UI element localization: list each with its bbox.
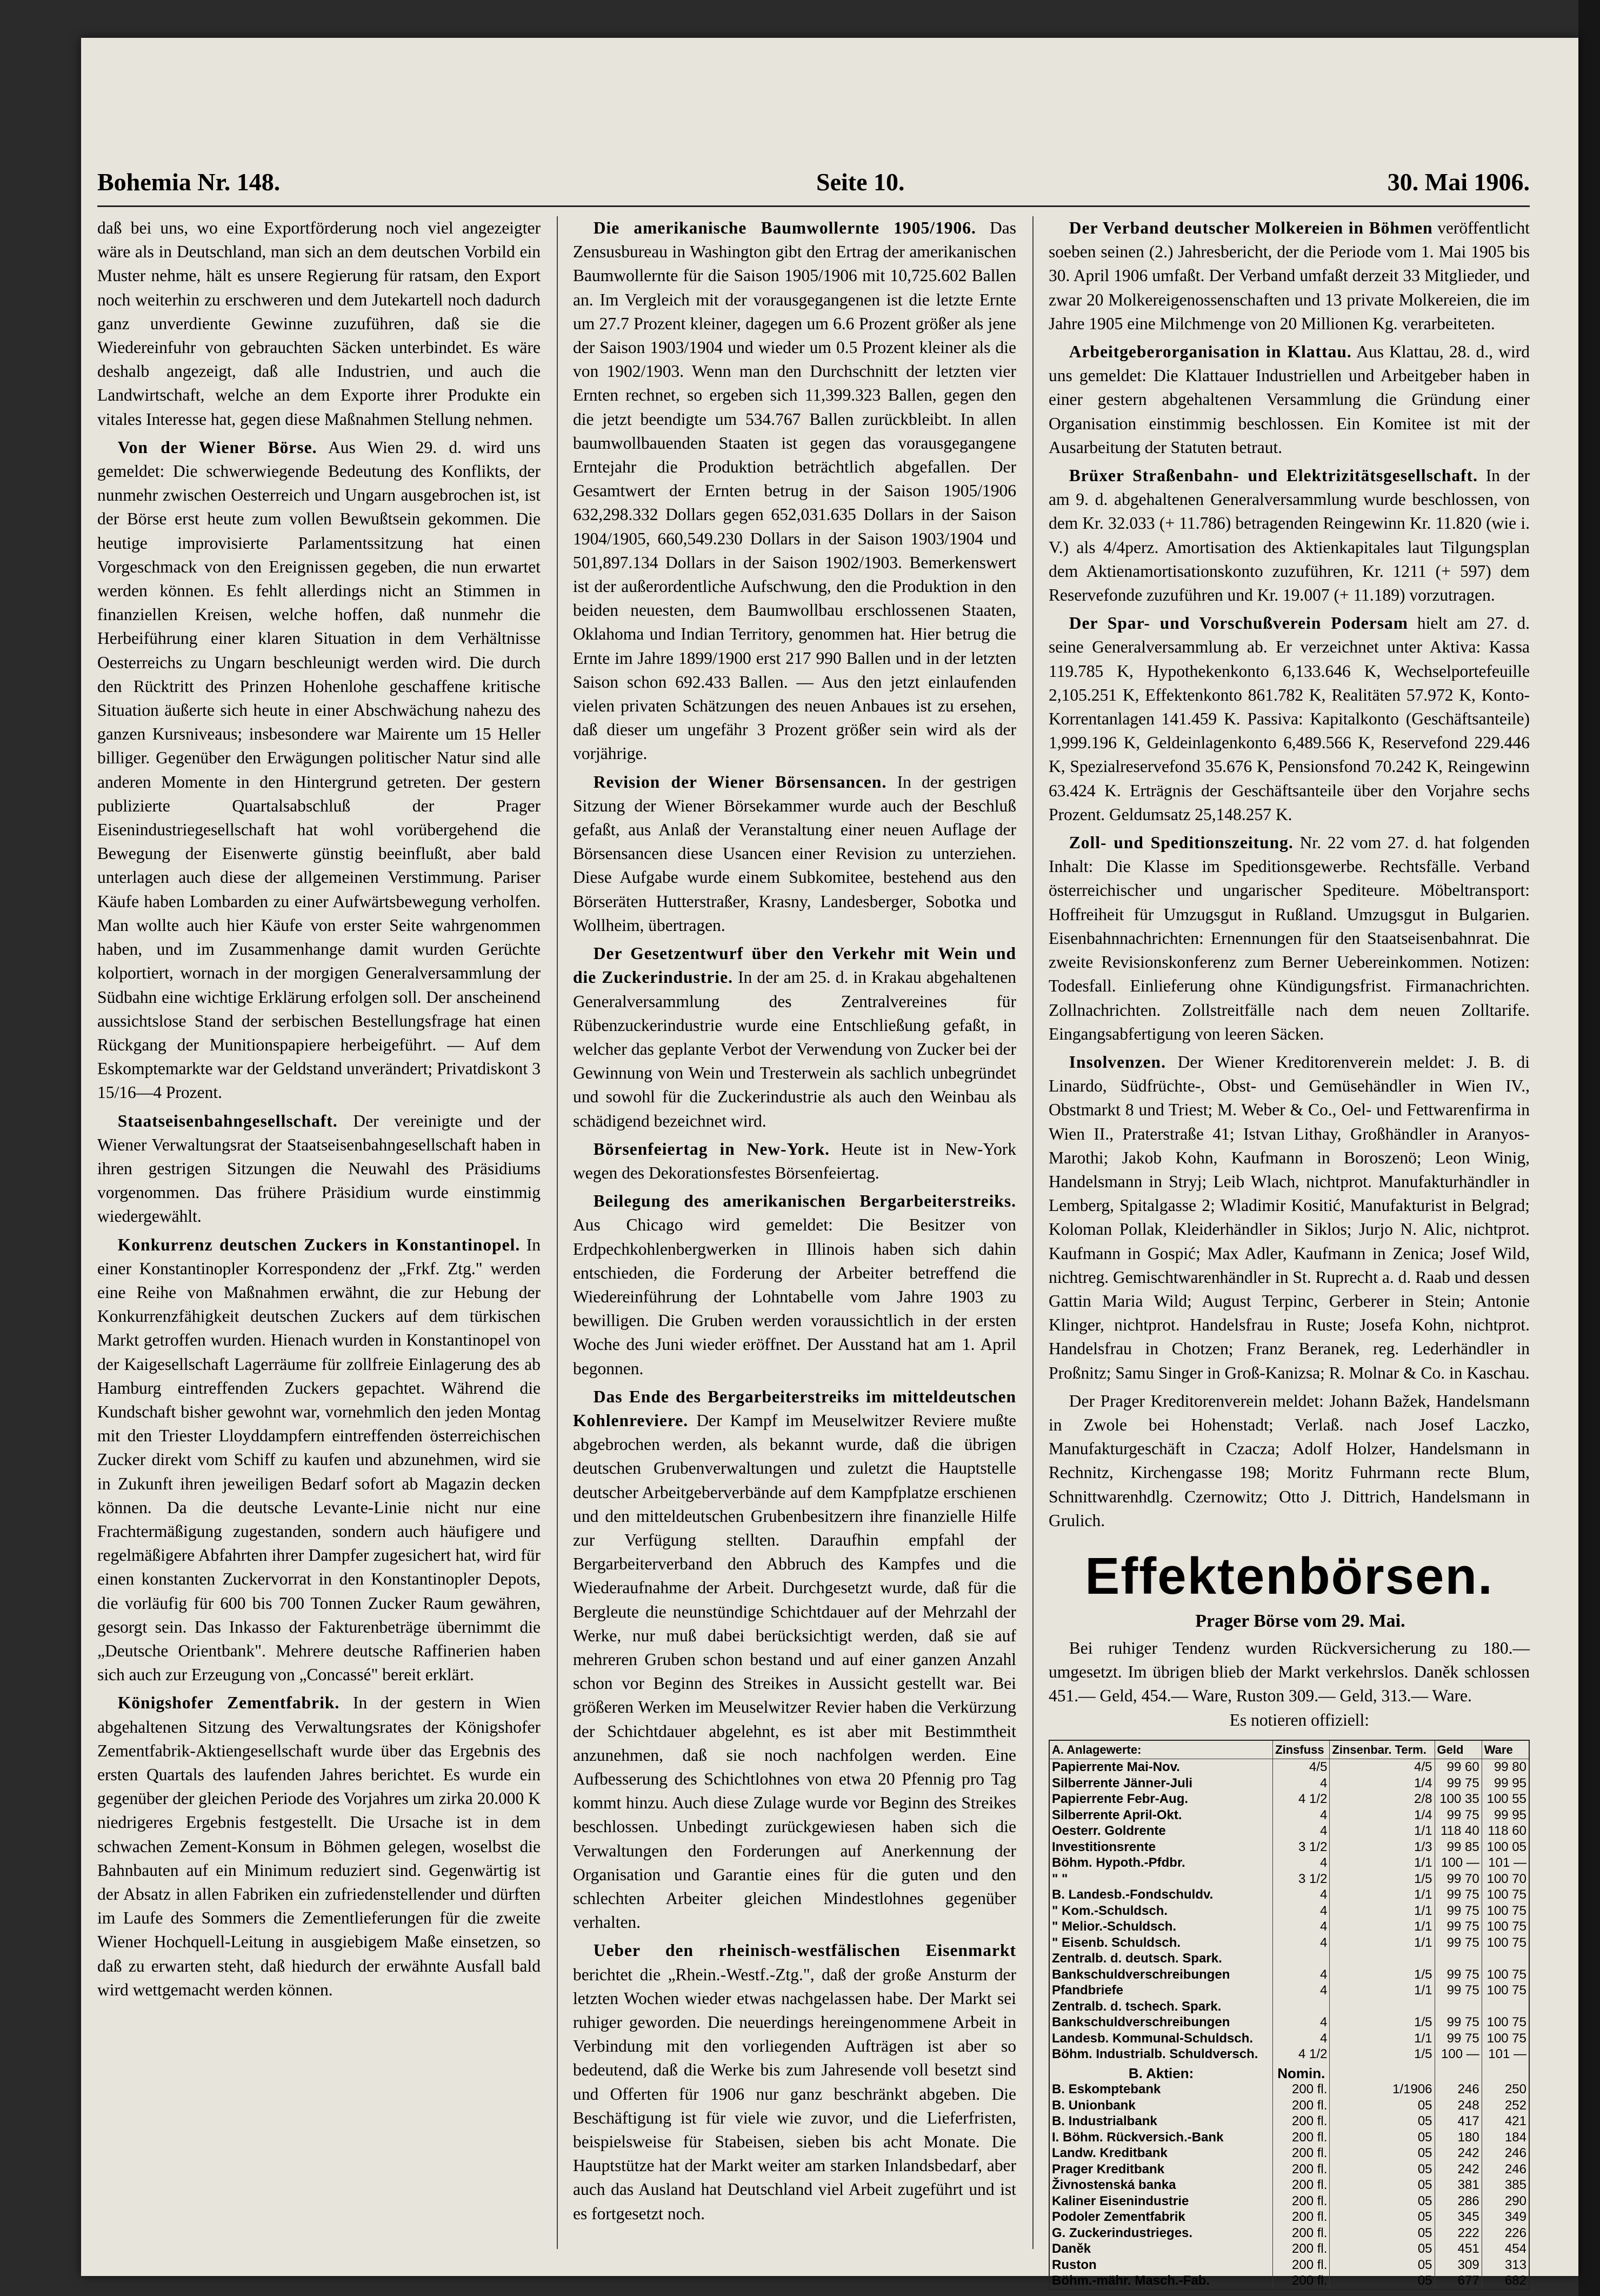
table-cell: Investitionsrente bbox=[1049, 1839, 1273, 1855]
table-cell: 200 fl. bbox=[1273, 2113, 1330, 2129]
article-text: Das Zensusbureau in Washington gibt den Ertrag der amerikanischen Baumwollernte für die Saison 1905/1906 mit 10,725.602 Ballen an. Im Vergleich mit der vorausgegangenen ist die letzte Ernte um 27.7 Prozent kleiner, dagegen um 6.6 Prozent größer als jene der Saison 1903/1904 und wieder um 0.5 Prozent kleiner als die von 1902/1903. Wenn man den Durchschnitt der letzten vier Ernten rechnet, so ergeben sich 11,399.323 Ballen, gegen den die jetzt beendigte um 534.767 Ballen zurückbleibt. In allen baumwollbauenden Staaten ist gegen das vorausgegangene Erntejahr die Produktion beträchtlich abgefallen. Der Gesamtwert der Ernten betrug in der Saison 1905/1906 632,298.332 Dollars gegen 652,031.635 Dollars in der Saison 1904/1905, 660,549.230 Dollars in der Saison 1903/1904 und 501,897.134 Dollars in der Saison 1902/1903. Bemerkenswert ist der außerordentliche Aufschwung, den die Produktion in den beiden neuesten, dem Baumwollbau erschlossenen Staaten, Oklahoma und Indian Territory, genommen hat. Hier betrug die Ernte im Jahre 1899/1900 erst 217 990 Ballen und in der letzten Saison schon 692.433 Ballen. — Aus den jetzt einlaufenden vielen privaten Schätzungen des neuen Anbaues ist zu ersehen, daß dieser um ungefähr 3 Prozent größer sein wird als der vorjährige. bbox=[573, 218, 1016, 763]
table-cell: 4 bbox=[1273, 1823, 1330, 1839]
table-cell: 99 75 bbox=[1435, 1807, 1482, 1824]
table-cell: Podoler Zementfabrik bbox=[1049, 2209, 1273, 2225]
table-cell: B. Landesb.-Fondschuldv. bbox=[1049, 1887, 1273, 1903]
table-cell: 286 bbox=[1435, 2193, 1482, 2210]
table-cell: 1/4 bbox=[1330, 1807, 1435, 1824]
table-cell: 421 bbox=[1482, 2113, 1529, 2129]
table-cell: 100 — bbox=[1435, 1855, 1482, 1871]
table-cell: 242 bbox=[1435, 2145, 1482, 2161]
table-cell: 4/5 bbox=[1330, 1759, 1435, 1775]
table-cell: Böhm. Industrialb. Schuldversch. bbox=[1049, 2046, 1273, 2062]
newspaper-issue: Bohemia Nr. 148. bbox=[97, 168, 281, 196]
table-cell: 05 bbox=[1330, 2209, 1435, 2225]
table-row bbox=[1049, 2081, 1529, 2098]
table-cell bbox=[1330, 1999, 1435, 2015]
table-cell: 349 bbox=[1482, 2209, 1529, 2225]
article-paragraph bbox=[573, 770, 1016, 937]
table-cell: 100 75 bbox=[1482, 2014, 1529, 2031]
table-cell: 1/3 bbox=[1330, 1839, 1435, 1855]
article-paragraph bbox=[573, 1385, 1016, 1935]
table-row bbox=[1049, 1839, 1529, 1855]
table-cell: 1/4 bbox=[1330, 1775, 1435, 1792]
table-cell: 99 60 bbox=[1435, 1759, 1482, 1775]
table-cell: 05 bbox=[1330, 2177, 1435, 2193]
article-paragraph bbox=[1049, 464, 1530, 607]
table-cell: 345 bbox=[1435, 2209, 1482, 2225]
article-paragraph bbox=[573, 216, 1016, 766]
rates-table bbox=[1049, 1740, 1530, 2290]
table-row bbox=[1049, 1855, 1529, 1871]
column-3-articles bbox=[1049, 216, 1530, 1533]
article-paragraph bbox=[97, 436, 541, 1105]
table-row bbox=[1049, 1919, 1529, 1935]
table-cell: G. Zuckerindustrieges. bbox=[1049, 2225, 1273, 2241]
table-cell: 100 05 bbox=[1482, 1839, 1529, 1855]
table-cell: 246 bbox=[1435, 2081, 1482, 2098]
article-headline: Ueber den rheinisch-westfälischen Eisenmarkt bbox=[593, 1941, 1016, 1960]
table-row bbox=[1049, 1823, 1529, 1839]
table-cell: Živnostenská banka bbox=[1049, 2177, 1273, 2193]
table-cell: 180 bbox=[1435, 2129, 1482, 2146]
table-cell: Pfandbriefe bbox=[1049, 1982, 1273, 1999]
table-cell: 99 80 bbox=[1482, 1759, 1529, 1775]
table-cell: 99 70 bbox=[1435, 1871, 1482, 1887]
table-row bbox=[1049, 2273, 1529, 2290]
article-headline: Zoll- und Speditionszeitung. bbox=[1069, 833, 1294, 853]
table-cell: 250 bbox=[1482, 2081, 1529, 2098]
table-cell: 100 75 bbox=[1482, 1903, 1529, 1919]
col-head-ware: Ware bbox=[1482, 1740, 1529, 1759]
article-headline: Königshofer Zementfabrik. bbox=[117, 1693, 340, 1713]
table-cell: B. Unionbank bbox=[1049, 2098, 1273, 2114]
article-paragraph bbox=[573, 942, 1016, 1133]
scan-dark-edge bbox=[1578, 0, 1600, 2296]
table-cell: 242 bbox=[1435, 2161, 1482, 2178]
table-cell: 1/1 bbox=[1330, 1935, 1435, 1951]
table-cell: 677 bbox=[1435, 2273, 1482, 2290]
table-cell: 4 bbox=[1273, 1919, 1330, 1935]
article-headline: Insolvenzen. bbox=[1069, 1052, 1166, 1072]
article-paragraph bbox=[1049, 340, 1530, 460]
table-row bbox=[1049, 1887, 1529, 1903]
table-cell: Bankschuldverschreibungen bbox=[1049, 2014, 1273, 2031]
table-cell: 1/1 bbox=[1330, 1903, 1435, 1919]
article-headline: Börsenfeiertag in New-York. bbox=[593, 1139, 830, 1159]
table-cell: 1/1 bbox=[1330, 1919, 1435, 1935]
table-row bbox=[1049, 2046, 1529, 2062]
table-cell: 99 75 bbox=[1435, 1903, 1482, 1919]
table-cell: 100 75 bbox=[1482, 1967, 1529, 1983]
table-cell: 4 1/2 bbox=[1273, 1791, 1330, 1807]
table-cell: 1/5 bbox=[1330, 2014, 1435, 2031]
table-cell: 99 75 bbox=[1435, 1919, 1482, 1935]
table-row bbox=[1049, 1871, 1529, 1887]
table-cell: 99 75 bbox=[1435, 1967, 1482, 1983]
table-cell: 99 75 bbox=[1435, 2014, 1482, 2031]
table-cell: 3 1/2 bbox=[1273, 1839, 1330, 1855]
table-row bbox=[1049, 2145, 1529, 2161]
table-row bbox=[1049, 2014, 1529, 2031]
table-cell bbox=[1273, 1951, 1330, 1967]
table-row bbox=[1049, 1935, 1529, 1951]
table-cell bbox=[1435, 1951, 1482, 1967]
table-cell: 100 75 bbox=[1482, 1982, 1529, 1999]
article-text: Der Kampf im Meuselwitzer Reviere mußte abgebrochen werden, als bekannt wurde, daß die übrigen deutschen Grubenverwaltungen und zuletzt die Hauptstelle deutscher Arbeitgeberverbände auf dem Kampfplatze erschienen und den mitteldeutschen Grubenbesitzern ihre finanzielle Hilfe zur Verfügung stellten. Daraufhin empfahl der Bergarbeiterverband den Abbruch des Kampfes und die Wiederaufnahme der Arbeit. Durchgesetzt wurde, daß für die Bergleute die neunstündige Schichtdauer auf der Mehrzahl der Werke, nur muß dabei berücksichtigt werden, daß sie auf mehreren Gruben schon bestand und auf einer ganzen Anzahl schon vor Beginn des Streikes in Aussicht gestellt war. Bei größeren Werken im Meuselwitzer Revier haben die Verkürzung der Schichtdauer abgelehnt, es ist aber mit Bestimmtheit anzunehmen, daß sie noch nachfolgen werden. Eine Aufbesserung des Schichtlohnes von etwa 20 Pfennig pro Tag kommt hinzu. Auch diese Zulage wurde vor Beginn des Streikes beschlossen. Unbedingt zurückgewiesen haben sich die Verwaltungen den Forderungen auf Anerkennung der Organisation und Garantie eines für die guten und den schlechten Arbeiter gleichen Mindestlohnes gegenüber verhalten. bbox=[573, 1410, 1017, 1932]
table-row bbox=[1049, 1807, 1529, 1824]
table-cell: 05 bbox=[1330, 2113, 1435, 2129]
article-headline: Der Gesetzentwurf über den Verkehr mit Wein und die Zuckerindustrie. bbox=[573, 944, 1016, 987]
article-paragraph bbox=[97, 1691, 541, 2002]
table-cell: 1/1 bbox=[1330, 1823, 1435, 1839]
table-cell: 101 — bbox=[1482, 2046, 1529, 2062]
table-cell: 309 bbox=[1435, 2257, 1482, 2273]
article-paragraph bbox=[1049, 216, 1530, 336]
table-cell: 313 bbox=[1482, 2257, 1529, 2273]
table-row bbox=[1049, 2161, 1529, 2178]
table-cell: 05 bbox=[1330, 2273, 1435, 2290]
column-rule bbox=[1032, 216, 1034, 2249]
table-cell: 252 bbox=[1482, 2098, 1529, 2114]
table-row bbox=[1049, 1759, 1529, 1775]
article-paragraph bbox=[97, 216, 541, 431]
table-cell: 05 bbox=[1330, 2241, 1435, 2257]
table-cell: 4 bbox=[1273, 1887, 1330, 1903]
table-cell: 100 75 bbox=[1482, 1919, 1529, 1935]
exchange-report: Bei ruhiger Tendenz wurden Rückversicherung zu 180.— umgesetzt. Im übrigen blieb der Markt verkehrslos. Daněk schlossen 451.— Geld, 454.— Ware, Ruston 309.— Geld, 313.— Ware. bbox=[1049, 1638, 1530, 1706]
table-cell: Prager Kreditbank bbox=[1049, 2161, 1273, 2178]
table-cell: 100 75 bbox=[1482, 2031, 1529, 2047]
table-cell: Böhm. Hypoth.-Pfdbr. bbox=[1049, 1855, 1273, 1871]
article-paragraph bbox=[573, 1189, 1016, 1381]
table-row bbox=[1049, 1982, 1529, 1999]
article-text: Aus Wien 29. d. wird uns gemeldet: Die schwerwiegende Bedeutung des Konflikts, der nunmehr zwischen Oesterreich und Ungarn ausgebrochen ist, ist der Börse erst heute zum vollen Bewußtsein gekommen. Die heutige improvisierte Parlamentssitzung hat einen Vorgeschmack von den Ereignissen gegeben, die nun erwartet werden können. Es fehlt allerdings nicht an Stimmen in finanziellen Kreisen, welche hoffen, daß nunmehr die Herbeiführung einer klaren Situation in dem Verhältnisse Oesterreichs zu Ungarn beschleunigt werden wird. Die durch den Rücktritt des Prinzen Hohenlohe geschaffene kritische Situation äußerte sich heute in einer Abschwächung nahezu des ganzen Kursniveaus; insbesondere war Mairente um 15 Heller billiger. Gegenüber den Erwägungen politischer Natur sind alle anderen Momente in den Hintergrund getreten. Der gestern publizierte Quartalsabschluß der Prager Eisenindustriegesellschaft hat wohl vorübergehend die Bewegung der Eisenwerte günstig beeinflußt, aber bald unterlagen auch diese der allgemeinen Verstimmung. Pariser Käufe haben Lombarden zu einer Aufwärtsbewegung verholfen. Man wollte auch hier Käufe von erster Seite wahrgenommen haben, und im Zusammenhange damit wurden Gerüchte kolportiert, wornach in der morgigen Generalversammlung der Südbahn eine wichtige Erklärung erfolgen soll. Der anscheinend aussichtslose Stand der serbischen Bestellungsfrage hat einen Rückgang der Munitionspapiere herbeigeführt. — Auf dem Eskomptemarkte war der Geldstand unverändert; Privatdiskont 3 15/16—4 Prozent. bbox=[97, 437, 541, 1102]
table-row bbox=[1049, 2129, 1529, 2146]
table-cell: 05 bbox=[1330, 2161, 1435, 2178]
article-headline: Arbeitgeberorganisation in Klattau. bbox=[1069, 342, 1352, 362]
article-paragraph bbox=[1049, 1389, 1530, 1533]
table-cell bbox=[1435, 1999, 1482, 2015]
column-1 bbox=[97, 216, 541, 2249]
table-cell: 4 bbox=[1273, 2031, 1330, 2047]
table-cell: 05 bbox=[1330, 2145, 1435, 2161]
table-row bbox=[1049, 2257, 1529, 2273]
table-row bbox=[1049, 1967, 1529, 1983]
table-cell: 200 fl. bbox=[1273, 2225, 1330, 2241]
table-cell: 2/8 bbox=[1330, 1791, 1435, 1807]
table-cell: Papierrente Febr-Aug. bbox=[1049, 1791, 1273, 1807]
table-cell: " Kom.-Schuldsch. bbox=[1049, 1903, 1273, 1919]
table-row bbox=[1049, 1903, 1529, 1919]
table-cell: 118 40 bbox=[1435, 1823, 1482, 1839]
table-cell: 200 fl. bbox=[1273, 2098, 1330, 2114]
table-cell: Daněk bbox=[1049, 2241, 1273, 2257]
table-cell: 1/1906 bbox=[1330, 2081, 1435, 2098]
article-paragraph bbox=[1049, 611, 1530, 827]
article-headline: Von der Wiener Börse. bbox=[117, 437, 317, 457]
table-cell: 200 fl. bbox=[1273, 2161, 1330, 2178]
table-row bbox=[1049, 2177, 1529, 2193]
table-cell: 1/5 bbox=[1330, 1871, 1435, 1887]
table-cell: 184 bbox=[1482, 2129, 1529, 2146]
article-text: Heute ist in New-York wegen des Dekorationsfestes Börsenfeiertag. bbox=[573, 1139, 1017, 1182]
page-header bbox=[97, 162, 1530, 207]
table-row bbox=[1049, 2031, 1529, 2047]
table-cell: 05 bbox=[1330, 2257, 1435, 2273]
table-cell: 3 1/2 bbox=[1273, 1871, 1330, 1887]
table-cell: 200 fl. bbox=[1273, 2241, 1330, 2257]
table-cell: 1/1 bbox=[1330, 2031, 1435, 2047]
table-cell: 682 bbox=[1482, 2273, 1529, 2290]
article-headline: Beilegung des amerikanischen Bergarbeiterstreiks. bbox=[593, 1192, 1016, 1211]
article-text: daß bei uns, wo eine Exportförderung noch viel angezeigter wäre als in Deutschland, man sich an dem deutschen Vorbild ein Muster nehme, hält es unsere Regierung für ratsam, den Export noch weiterhin zu erschweren und dem Jutekartell noch dadurch ganz unverdiente Gewinne zuzuführen, daß sie die Wiedereinfuhr von gebrauchten Säcken unterbindet. Es wäre deshalb angezeigt, daß alle Industrien, und auch die Landwirtschaft, welche an dem Exporte ihrer Produkte ein vitales Interesse hat, gegen diese Maßnahmen Stellung nehmen. bbox=[97, 218, 541, 429]
section-b-nomin: Nomin. bbox=[1273, 2062, 1330, 2082]
table-cell: Ruston bbox=[1049, 2257, 1273, 2273]
table-cell: 100 35 bbox=[1435, 1791, 1482, 1807]
article-headline: Der Spar- und Vorschußverein Podersam bbox=[1069, 614, 1409, 633]
table-cell: I. Böhm. Rückversich.-Bank bbox=[1049, 2129, 1273, 2146]
table-cell: 200 fl. bbox=[1273, 2273, 1330, 2290]
table-cell: B. Eskomptebank bbox=[1049, 2081, 1273, 2098]
article-text: Aus Chicago wird gemeldet: Die Besitzer von Erdpechkohlenbergwerken in Illinois haben sich dahin entschieden, die Forderung der Arbeiter betreffend die Wiedereinführung der Lohntabelle vom Jahre 1903 zu bewilligen. Die Gruben werden voraussichtlich in der ersten Woche des Juni wieder eröffnet. Der Ausstand hat am 1. April begonnen. bbox=[573, 1215, 1016, 1378]
table-cell: 200 fl. bbox=[1273, 2145, 1330, 2161]
article-paragraph bbox=[573, 1939, 1016, 2225]
table-cell: 385 bbox=[1482, 2177, 1529, 2193]
table-cell: 05 bbox=[1330, 2225, 1435, 2241]
table-cell: Böhm.-mähr. Masch.-Fab. bbox=[1049, 2273, 1273, 2290]
table-cell: Landesb. Kommunal-Schuldsch. bbox=[1049, 2031, 1273, 2047]
article-paragraph bbox=[97, 1233, 541, 1687]
article-text: Der Wiener Kreditorenverein meldet: J. B. di Linardo, Südfrüchte-, Obst- und Gemüsehändler in Wien IV., Obstmarkt 8 und Triest; M. Weber & Co., Oel- und Fettwarenfirma in Wien II., Praterstraße 41; Istvan Lithay, Großhändler in Aranyos-Marothi; Jakob Kohn, Kaufmann in Boroszenö; Leon Winig, Handelsmann in Stryj; Leib Wlach, nichtprot. Manufakturhändler in Lemberg, Spitalgasse 2; Wladimir Kositić, Manufakturist in Belgrad; Koloman Pollak, Kleiderhändler in Siklos; Jurjo N. Alic, nichtprot. Kaufmann in Gospić; Max Adler, Kaufmann in Zenica; Josef Wild, nichtreg. Gemischtwarenhändler in St. Ruprecht a. d. Raab und dessen Gattin Maria Wild; August Terpinc, Gerberer in Stein; Antonie Klinger, nichtprot. Handelsfrau in Ruste; Josefa Kohn, nichtprot. Handelsfrau in Chotzen; Franz Beranek, reg. Lederhändler in Proßnitz; Samu Singer in Groß-Kanizsa; R. Molnar & Co. in Kaschau. bbox=[1049, 1052, 1530, 1382]
market-section bbox=[1049, 1547, 1530, 2290]
table-cell: Zentralb. d. deutsch. Spark. bbox=[1049, 1951, 1273, 1967]
table-row bbox=[1049, 2209, 1529, 2225]
table-cell: Landw. Kreditbank bbox=[1049, 2145, 1273, 2161]
table-cell: Oesterr. Goldrente bbox=[1049, 1823, 1273, 1839]
column-3 bbox=[1049, 216, 1530, 2288]
table-cell: 290 bbox=[1482, 2193, 1529, 2210]
table-row bbox=[1049, 1951, 1529, 1967]
section-b-title: B. Aktien: bbox=[1049, 2062, 1273, 2082]
table-cell bbox=[1330, 1951, 1435, 1967]
table-cell: 99 85 bbox=[1435, 1839, 1482, 1855]
table-cell: 4 bbox=[1273, 1935, 1330, 1951]
col-head-geld: Geld bbox=[1435, 1740, 1482, 1759]
table-cell: 200 fl. bbox=[1273, 2129, 1330, 2146]
table-cell: 246 bbox=[1482, 2145, 1529, 2161]
table-cell: 200 fl. bbox=[1273, 2257, 1330, 2273]
table-cell: 99 75 bbox=[1435, 1775, 1482, 1792]
table-cell: 100 55 bbox=[1482, 1791, 1529, 1807]
table-cell: " Melior.-Schuldsch. bbox=[1049, 1919, 1273, 1935]
table-cell: 100 — bbox=[1435, 2046, 1482, 2062]
article-text: veröffentlicht soeben seinen (2.) Jahresbericht, der die Periode vom 1. Mai 1905 bis 30. April 1906 umfaßt. Der Verband umfaßt derzeit 33 Mitglieder, und zwar 20 Molkereigenossenschaften und 13 private Molkereien, die im Jahre 1905 eine Milchmenge von 20 Millionen Kg. verarbeiteten. bbox=[1049, 218, 1530, 333]
table-cell: 99 75 bbox=[1435, 1982, 1482, 1999]
table-cell: 1/5 bbox=[1330, 2046, 1435, 2062]
table-cell: 100 75 bbox=[1482, 1887, 1529, 1903]
section-title: Effektenbörsen. bbox=[1085, 1547, 1494, 1605]
table-cell: " " bbox=[1049, 1871, 1273, 1887]
table-cell: 200 fl. bbox=[1273, 2193, 1330, 2210]
table-cell: 99 95 bbox=[1482, 1775, 1529, 1792]
article-paragraph bbox=[1049, 831, 1530, 1046]
table-cell: 4/5 bbox=[1273, 1759, 1330, 1775]
article-headline: Der Verband deutscher Molkereien in Böhmen bbox=[1069, 218, 1433, 237]
table-cell: 05 bbox=[1330, 2193, 1435, 2210]
table-cell: 451 bbox=[1435, 2241, 1482, 2257]
column-rule bbox=[557, 216, 558, 2249]
article-headline: Brüxer Straßenbahn- und Elektrizitätsgesellschaft. bbox=[1069, 466, 1478, 485]
table-cell: 4 bbox=[1273, 1807, 1330, 1824]
col-head-name: A. Anlagewerte: bbox=[1049, 1740, 1273, 1759]
article-text: Nr. 22 vom 27. d. hat folgenden Inhalt: Die Klasse im Speditionsgewerbe. Rechtsfälle. Verband österreichischer und ungarischer Spediteure. Möbeltransport: Hoffreiheit für Umzugsgut in Rußland. Umzugsgut in Bulgarien. Eisenbahnnachrichten: Ernennungen für den Staatseisenbahnrat. Die zweite Revisionskonferenz zum Berner Uebereinkommen. Notizen: Todesfall. Einlieferung ohne Kündigungsfrist. Firmanachrichten. Zollnachrichten. Zollstreitfälle nach dem neuen Zolltarife. Eingangsabfertigung von leeren Säcken. bbox=[1049, 833, 1530, 1043]
table-cell: 4 bbox=[1273, 1967, 1330, 1983]
table-cell: 4 1/2 bbox=[1273, 2046, 1330, 2062]
table-cell: B. Industrialbank bbox=[1049, 2113, 1273, 2129]
table-cell: 05 bbox=[1330, 2129, 1435, 2146]
table-cell: 381 bbox=[1435, 2177, 1482, 2193]
table-cell: 454 bbox=[1482, 2241, 1529, 2257]
article-headline: Konkurrenz deutschen Zuckers in Konstantinopel. bbox=[117, 1235, 521, 1254]
article-headline: Revision der Wiener Börsensancen. bbox=[593, 772, 887, 791]
rates-section-a bbox=[1049, 1759, 1529, 2062]
table-cell: 1/1 bbox=[1330, 1855, 1435, 1871]
table-row bbox=[1049, 2193, 1529, 2210]
official-notice: Es notieren offiziell: bbox=[1229, 1710, 1370, 1729]
article-text: In einer Konstantinopler Korrespondenz der „Frkf. Ztg." werden eine Reihe von Maßnahmen erwähnt, die zur Hebung der Konkurrenzfähigkeit deutschen Zuckers auf dem türkischen Markt getroffen wurden. Hienach wurden in Konstantinopel von der Kaigesellschaft Lagerräume für zollfreie Einlagerung des ab Hamburg eintreffenden Zuckers gepachtet. Während die Kundschaft bisher gewohnt war, vornehmlich den jeden Montag mit den Triester Lloyddampfern eintreffenden österreichischen Zucker direkt vom Schiff zu kaufen und abzunehmen, wird sie in Zukunft ihren jeweiligen Bedarf sofort ab Magazin decken können. Da die deutsche Levante-Linie nicht nur eine Frachtermäßigung zugestanden, sondern auch häufigere und regelmäßigere Abfahrten ihrer Dampfer zugesichert hat, wird für einen konstanten Zuckervorrat in den Konstantinopler Depots, die vorläufig für 600 bis 700 Tonnen Zucker Raum gewähren, gesorgt sein. Das Inkasso der Fakturenbeträge übernimmt die „Deutsche Orientbank". Mehrere deutsche Raffinerien haben sich auch zur Erzeugung von „Concassé" bereit erklärt. bbox=[97, 1235, 541, 1685]
table-cell: 1/1 bbox=[1330, 1982, 1435, 1999]
article-paragraph bbox=[573, 1137, 1016, 1185]
table-cell: 05 bbox=[1330, 2098, 1435, 2114]
table-cell: 226 bbox=[1482, 2225, 1529, 2241]
issue-date: 30. Mai 1906. bbox=[1387, 168, 1530, 196]
table-cell: 200 fl. bbox=[1273, 2177, 1330, 2193]
table-row bbox=[1049, 2113, 1529, 2129]
table-cell: 1/5 bbox=[1330, 1967, 1435, 1983]
article-headline: Das Ende des Bergarbeiterstreiks im mitteldeutschen Kohlenreviere. bbox=[573, 1387, 1016, 1430]
article-text: In der am 25. d. in Krakau abgehaltenen Generalversammlung des Zentralvereines für Rübenzuckerindustrie wurde eine Entschließung gefaßt, in welcher das geplante Verbot der Verwendung von Zucker bei der Gewinnung von Wein und Tresterwein als sachlich unbegründet und sowohl für die Zuckerindustrie als auch den Weinbau als schädigend bezeichnet wird. bbox=[573, 968, 1017, 1130]
table-cell: 200 fl. bbox=[1273, 2081, 1330, 2098]
table-cell: 99 95 bbox=[1482, 1807, 1529, 1824]
table-cell: 4 bbox=[1273, 1903, 1330, 1919]
table-cell: Kaliner Eisenindustrie bbox=[1049, 2193, 1273, 2210]
table-cell: 99 75 bbox=[1435, 2031, 1482, 2047]
table-cell: 248 bbox=[1435, 2098, 1482, 2114]
table-cell: 4 bbox=[1273, 1982, 1330, 1999]
table-cell: " Eisenb. Schuldsch. bbox=[1049, 1935, 1273, 1951]
table-row bbox=[1049, 1999, 1529, 2015]
table-cell: 99 75 bbox=[1435, 1887, 1482, 1903]
column-2 bbox=[573, 216, 1016, 2249]
table-cell: Zentralb. d. tschech. Spark. bbox=[1049, 1999, 1273, 2015]
table-cell: 4 bbox=[1273, 1775, 1330, 1792]
article-headline: Die amerikanische Baumwollernte 1905/1906. bbox=[593, 218, 976, 237]
col-head-term: Zinsenbar. Term. bbox=[1330, 1740, 1435, 1759]
article-text: In der gestern in Wien abgehaltenen Sitzung des Verwaltungsrates der Königshofer Zementfabrik-Aktiengesellschaft wurde über das Ergebnis des ersten Quartals des laufenden Jahres berichtet. Es wurde ein gegenüber der gleichen Periode des Vorjahres um zirka 20.000 K niedrigeres Ergebnis festgestellt. Die Ursache ist in dem schwachen Zement-Konsum in Böhmen gelegen, woselbst die Bahnbauten auf ein Minimum reduziert sind. Gegenwärtig ist der Absatz in allen Fabriken ein zufriedenstellender und dürften im Laufe des Sommers die Zementlieferungen für die zweite Wiener Hochquell-Leitung in ausgiebigem Maße einsetzen, so daß zu erwarten steht, daß hiedurch der erwähnte Ausfall bald wird wettgemacht werden können. bbox=[97, 1693, 541, 1999]
table-cell bbox=[1273, 1999, 1330, 2015]
article-text: Der Prager Kreditorenverein meldet: Johann Bažek, Handelsmann in Zwole bei Hohenstadt; Verlaß. nach Josef Laczko, Manufakturgeschäft in Czacza; Adolf Holzer, Handelsmann in Rechnitz, Kirchengasse 198; Moritz Fuhrmann recte Blum, Schnittwarenhdlg. Czernowitz; Otto J. Dittrich, Handelsmann in Grulich. bbox=[1049, 1391, 1530, 1530]
page-number: Seite 10. bbox=[816, 168, 905, 196]
table-cell: 4 bbox=[1273, 1855, 1330, 1871]
table-cell: 118 60 bbox=[1482, 1823, 1529, 1839]
table-row bbox=[1049, 2241, 1529, 2257]
rates-section-b bbox=[1049, 2081, 1529, 2290]
article-text: In der gestrigen Sitzung der Wiener Börsekammer wurde auch der Beschluß gefaßt, aus Anlaß der Veranstaltung einer neuen Auflage der Börsensancen diese Usancen einer Revision zu unterziehen. Diese Aufgabe wurde einem Subkomitee, bestehend aus den Börseräten Hutterstraßer, Krasny, Landesberger, Sobotka und Wollheim, übertragen. bbox=[573, 772, 1016, 935]
article-headline: Staatseisenbahngesellschaft. bbox=[117, 1111, 338, 1130]
table-cell: 100 70 bbox=[1482, 1871, 1529, 1887]
section-b-header bbox=[1049, 2062, 1529, 2082]
col-head-zins: Zinsfuss bbox=[1273, 1740, 1330, 1759]
table-cell: 222 bbox=[1435, 2225, 1482, 2241]
article-text: Aus Klattau, 28. d., wird uns gemeldet: Die Klattauer Industriellen und Arbeitgeber haben in einer gestern abgehaltenen Versammlung die Gründung einer Organisation einstimmig beschlossen. Ein Komitee ist mit der Ausarbeitung der Statuten betraut. bbox=[1049, 342, 1530, 457]
table-row bbox=[1049, 2098, 1529, 2114]
table-cell bbox=[1482, 1951, 1529, 1967]
table-cell: 246 bbox=[1482, 2161, 1529, 2178]
table-cell bbox=[1482, 1999, 1529, 2015]
exchange-subtitle: Prager Börse vom 29. Mai. bbox=[1195, 1610, 1405, 1631]
table-cell: 4 bbox=[1273, 2014, 1330, 2031]
table-cell: Silberrente Jänner-Juli bbox=[1049, 1775, 1273, 1792]
article-text: berichtet die „Rhein.-Westf.-Ztg.", daß der große Ansturm der letzten Wochen wieder etwas nachgelassen habe. Der Markt sei ruhiger geworden. Die neuerdings hereingenommene Arbeit in Verbindung mit den vorliegenden Aufträgen ist aber so bedeutend, daß die Werke bis zum Jahresende voll besetzt sind und Offerten für 1906 nur ganz beschränkt abgeben. Die Beschäftigung ist für viele wie zuvor, und die Lieferfristen, beispielsweise für Stabeisen, sieben bis acht Monate. Die Hauptstütze hat der Markt weiter am starken Inlandsbedarf, aber auch das Ausland hat Deutschland viel Arbeit zugeführt und ist es fortgesetzt noch. bbox=[573, 1965, 1016, 2223]
article-paragraph bbox=[97, 1109, 541, 1229]
article-text: Der vereinigte und der Wiener Verwaltungsrat der Staatseisenbahngesellschaft haben in ihren gestrigen Sitzungen die Neuwahl des Präsidiums vorgenommen. Das frühere Präsidium wurde einstimmig wiedergewählt. bbox=[97, 1111, 541, 1226]
table-cell: 100 75 bbox=[1482, 1935, 1529, 1951]
table-cell: Bankschuldverschreibungen bbox=[1049, 1967, 1273, 1983]
table-cell: 1/1 bbox=[1330, 1887, 1435, 1903]
table-cell: Papierrente Mai-Nov. bbox=[1049, 1759, 1273, 1775]
table-row bbox=[1049, 2225, 1529, 2241]
article-text: In der am 9. d. abgehaltenen Generalversammlung wurde beschlossen, von dem Kr. 32.033 (+ 11.786) betragenden Reingewinn Kr. 11.820 (wie i. V.) als 4/4perz. Amortisation des Aktienkapitales laut Tilgungsplan dem Aktienamortisationskonto zuzuführen, Kr. 1211 (+ 597) dem Reservefonde zuzuführen und Kr. 19.007 (+ 11.189) vorzutragen. bbox=[1049, 466, 1530, 605]
article-paragraph bbox=[1049, 1050, 1530, 1385]
table-cell: 101 — bbox=[1482, 1855, 1529, 1871]
table-row bbox=[1049, 1791, 1529, 1807]
table-cell: Silberrente April-Okt. bbox=[1049, 1807, 1273, 1824]
table-row bbox=[1049, 1775, 1529, 1792]
table-cell: 200 fl. bbox=[1273, 2209, 1330, 2225]
table-cell: 99 75 bbox=[1435, 1935, 1482, 1951]
table-cell: 417 bbox=[1435, 2113, 1482, 2129]
article-text: hielt am 27. d. seine Generalversammlung ab. Er verzeichnet unter Aktiva: Kassa 119.785 K, Hypothekenkonto 6,133.646 K, Wechselportefeuille 2,105.251 K, Effektenkonto 861.782 K, Realitäten 57.972 K, Konto-Korrentanlagen 141.459 K. Passiva: Kapitalkonto (Geschäftsanteile) 1,999.196 K, Geldeinlagenkonto 6,489.566 K, Reservefond 229.446 K, Spezialreservefond 35.676 K, Pensionsfond 70.242 K, Reingewinn 63.424 K. Erträgnis der Geschäftsanteile über den Vorjahre sechs Prozent. Geldumsatz 25,148.257 K. bbox=[1049, 614, 1530, 824]
